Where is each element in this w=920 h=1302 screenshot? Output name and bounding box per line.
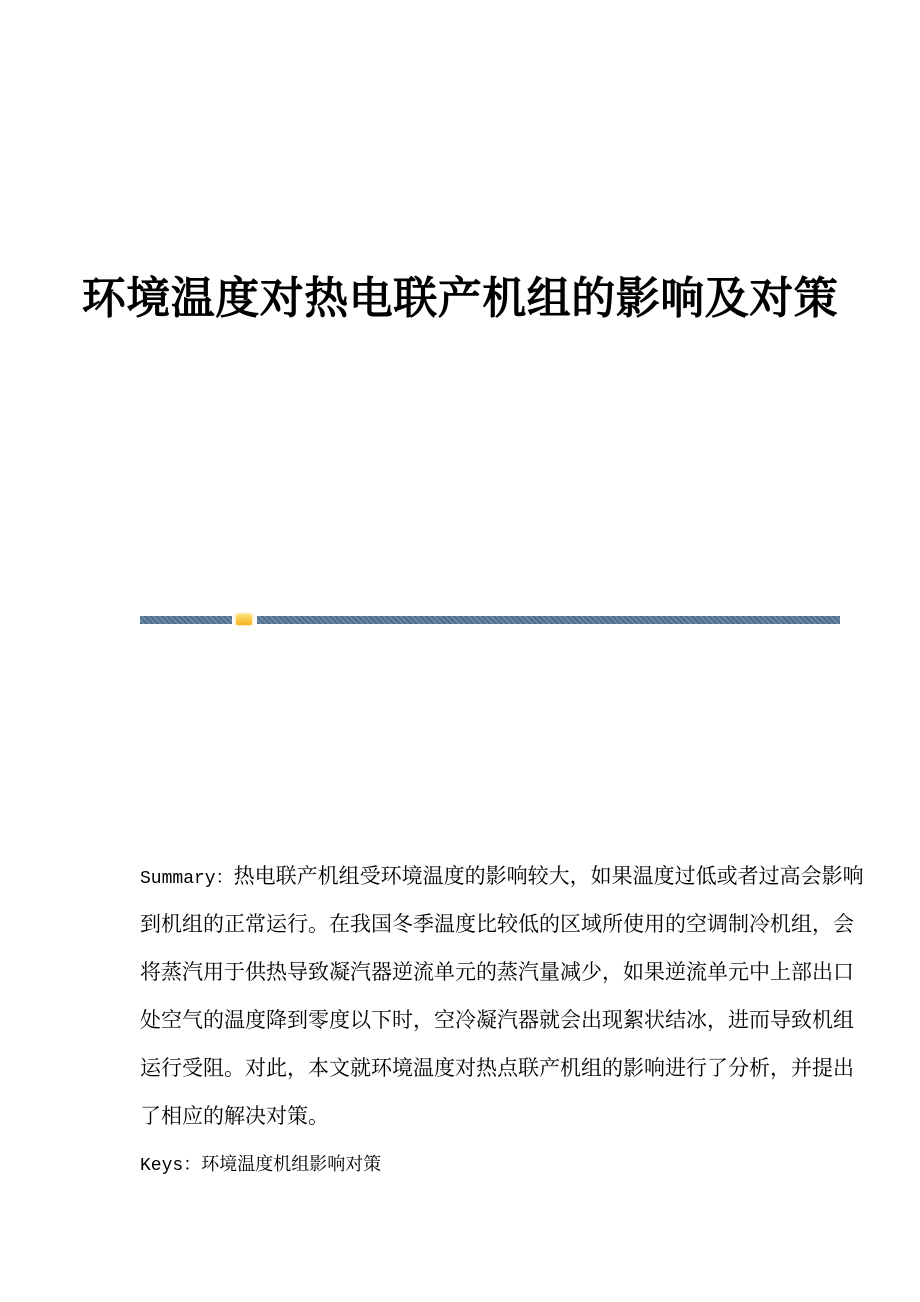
summary-line: 处空气的温度降到零度以下时，空冷凝汽器就会出现絮状结冰，进而导致机组 [140,1008,854,1032]
keys-label: Keys： [140,1156,202,1176]
summary-line: 到机组的正常运行。在我国冬季温度比较低的区域所使用的空调制冷机组，会 [140,912,854,936]
divider-ornament-icon [236,614,252,625]
summary-line: 将蒸汽用于供热导致凝汽器逆流单元的蒸汽量减少，如果逆流单元中上部出口 [140,960,854,984]
divider-left [140,616,232,624]
summary-line: 热电联产机组受环境温度的影响较大，如果温度过低或者过高会影响 [233,864,864,888]
summary-line: 了相应的解决对策。 [140,1104,329,1128]
summary-paragraph [140,852,864,1140]
keywords [140,1150,381,1181]
summary-label: Summary： [140,869,234,889]
document-title: 环境温度对热电联产机组的影响及对策 [81,273,839,324]
summary-line: 运行受阻。对此，本文就环境温度对热点联产机组的影响进行了分析，并提出 [140,1056,854,1080]
keys-text: 环境温度机组影响对策 [201,1154,382,1175]
divider-right [257,616,840,624]
